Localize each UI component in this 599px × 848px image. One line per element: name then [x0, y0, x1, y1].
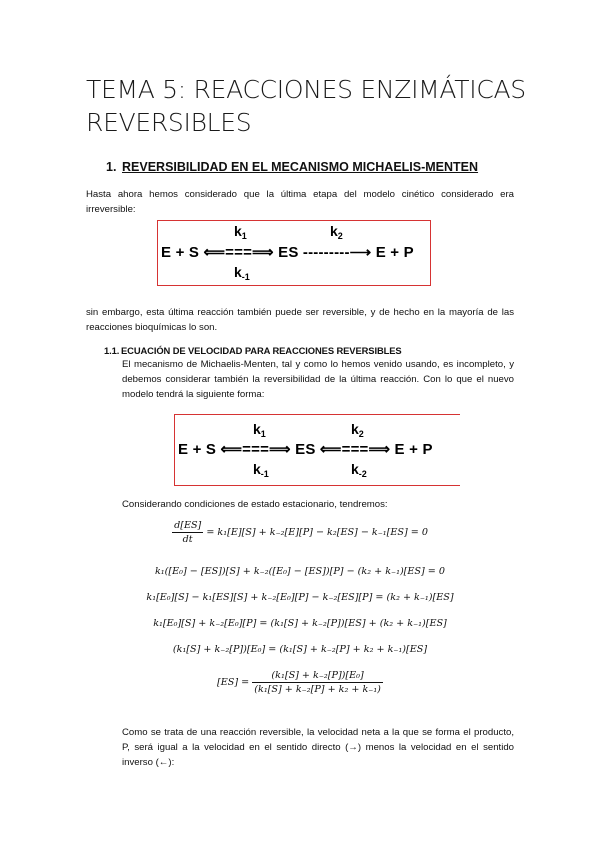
rate-constant-k2: $k_2$: [330, 223, 343, 241]
subsection-title: ECUACIÓN DE VELOCIDAD PARA REACCIONES REVERSIBLES: [121, 345, 402, 356]
section-heading-1: [106, 160, 478, 174]
equation-6: [100, 670, 500, 695]
subsection-number: 1.1.: [104, 345, 120, 356]
rate-constant-k-minus1: $k_{-1}$: [234, 264, 250, 282]
paragraph-steady-state: Considerando condiciones de estado estacionario, tendremos:: [122, 499, 388, 510]
section-number: 1.: [106, 160, 117, 174]
reaction-equation: E + S ⟸===⟹ ES ⟸===⟹ E + P: [178, 441, 433, 458]
equation-3: k₁[E₀][S] − k₁[ES][S] + k₋₂[E₀][P] − k₋₂[ES][P] = (k₂ + k₋₁)[ES]: [146, 592, 454, 603]
paragraph-reversible-note: sin embargo, esta última reacción también puede ser reversible, y de hecho en la mayoría de las reacciones bioquímicas lo son.: [86, 307, 514, 333]
rate-constant-k1: $k_1$: [234, 223, 247, 241]
rate-constant-k-minus1: $k_{-1}$: [253, 461, 269, 479]
subsection-heading-1-1: [104, 345, 402, 356]
derivative-fraction: $\frac{d[ES]}{dt}$: [174, 520, 202, 545]
reaction-equation: E + S ⟸===⟹ ES ---------⟶ E + P: [161, 244, 414, 261]
paragraph-intro: Hasta ahora hemos considerado que la última etapa del modelo cinético considerado era irreversible:: [86, 189, 514, 215]
rate-constant-k2: $k_2$: [351, 421, 364, 439]
equation-1-rhs: = k₁[E][S] + k₋₂[E][P] − k₂[ES] − k₋₁[ES] = 0: [206, 527, 428, 538]
es-fraction: $\frac{\text{(k₁[S] + k₋₂[P])[E₀]}}{\text{(k₁[S] + k₋₂[P] + k₂ + k₋₁)}}$: [254, 670, 381, 695]
reaction-scheme-reversible: [174, 414, 460, 486]
equation-4: k₁[E₀][S] + k₋₂[E₀][P] = (k₁[S] + k₋₂[P])[ES] + (k₂ + k₋₁)[ES]: [153, 618, 447, 629]
rate-constant-k1: $k_1$: [253, 421, 266, 439]
rate-constant-k-minus2: $k_{-2}$: [351, 461, 367, 479]
equation-5: (k₁[S] + k₋₂[P])[E₀] = (k₁[S] + k₋₂[P] + k₂ + k₋₁)[ES]: [172, 644, 428, 655]
reaction-scheme-irreversible: [157, 220, 431, 286]
paragraph-mechanism: El mecanismo de Michaelis-Menten, tal y como lo hemos venido usando, es incompleto, y debemos considerar también la reversibilidad de la última reacción. Con lo que el nuevo modelo tendrá la siguiente forma:: [122, 359, 514, 400]
section-title: REVERSIBILIDAD EN EL MECANISMO MICHAELIS-MENTEN: [122, 160, 479, 174]
equation-6-lhs: [ES] =: [217, 677, 250, 688]
page-title: TEMA 5: REACCIONES ENZIMÁTICAS REVERSIBLES: [86, 75, 526, 137]
equation-2: k₁([E₀] − [ES])[S] + k₋₂([E₀] − [ES])[P] − (k₂ + k₋₁)[ES] = 0: [154, 566, 445, 577]
equation-1: [100, 520, 500, 545]
paragraph-net-rate: Como se trata de una reacción reversible, la velocidad neta a la que se forma el producto, P, será igual a la velocidad en el sentido directo (→) menos la velocidad en el sentido inverso (←):: [122, 727, 514, 768]
